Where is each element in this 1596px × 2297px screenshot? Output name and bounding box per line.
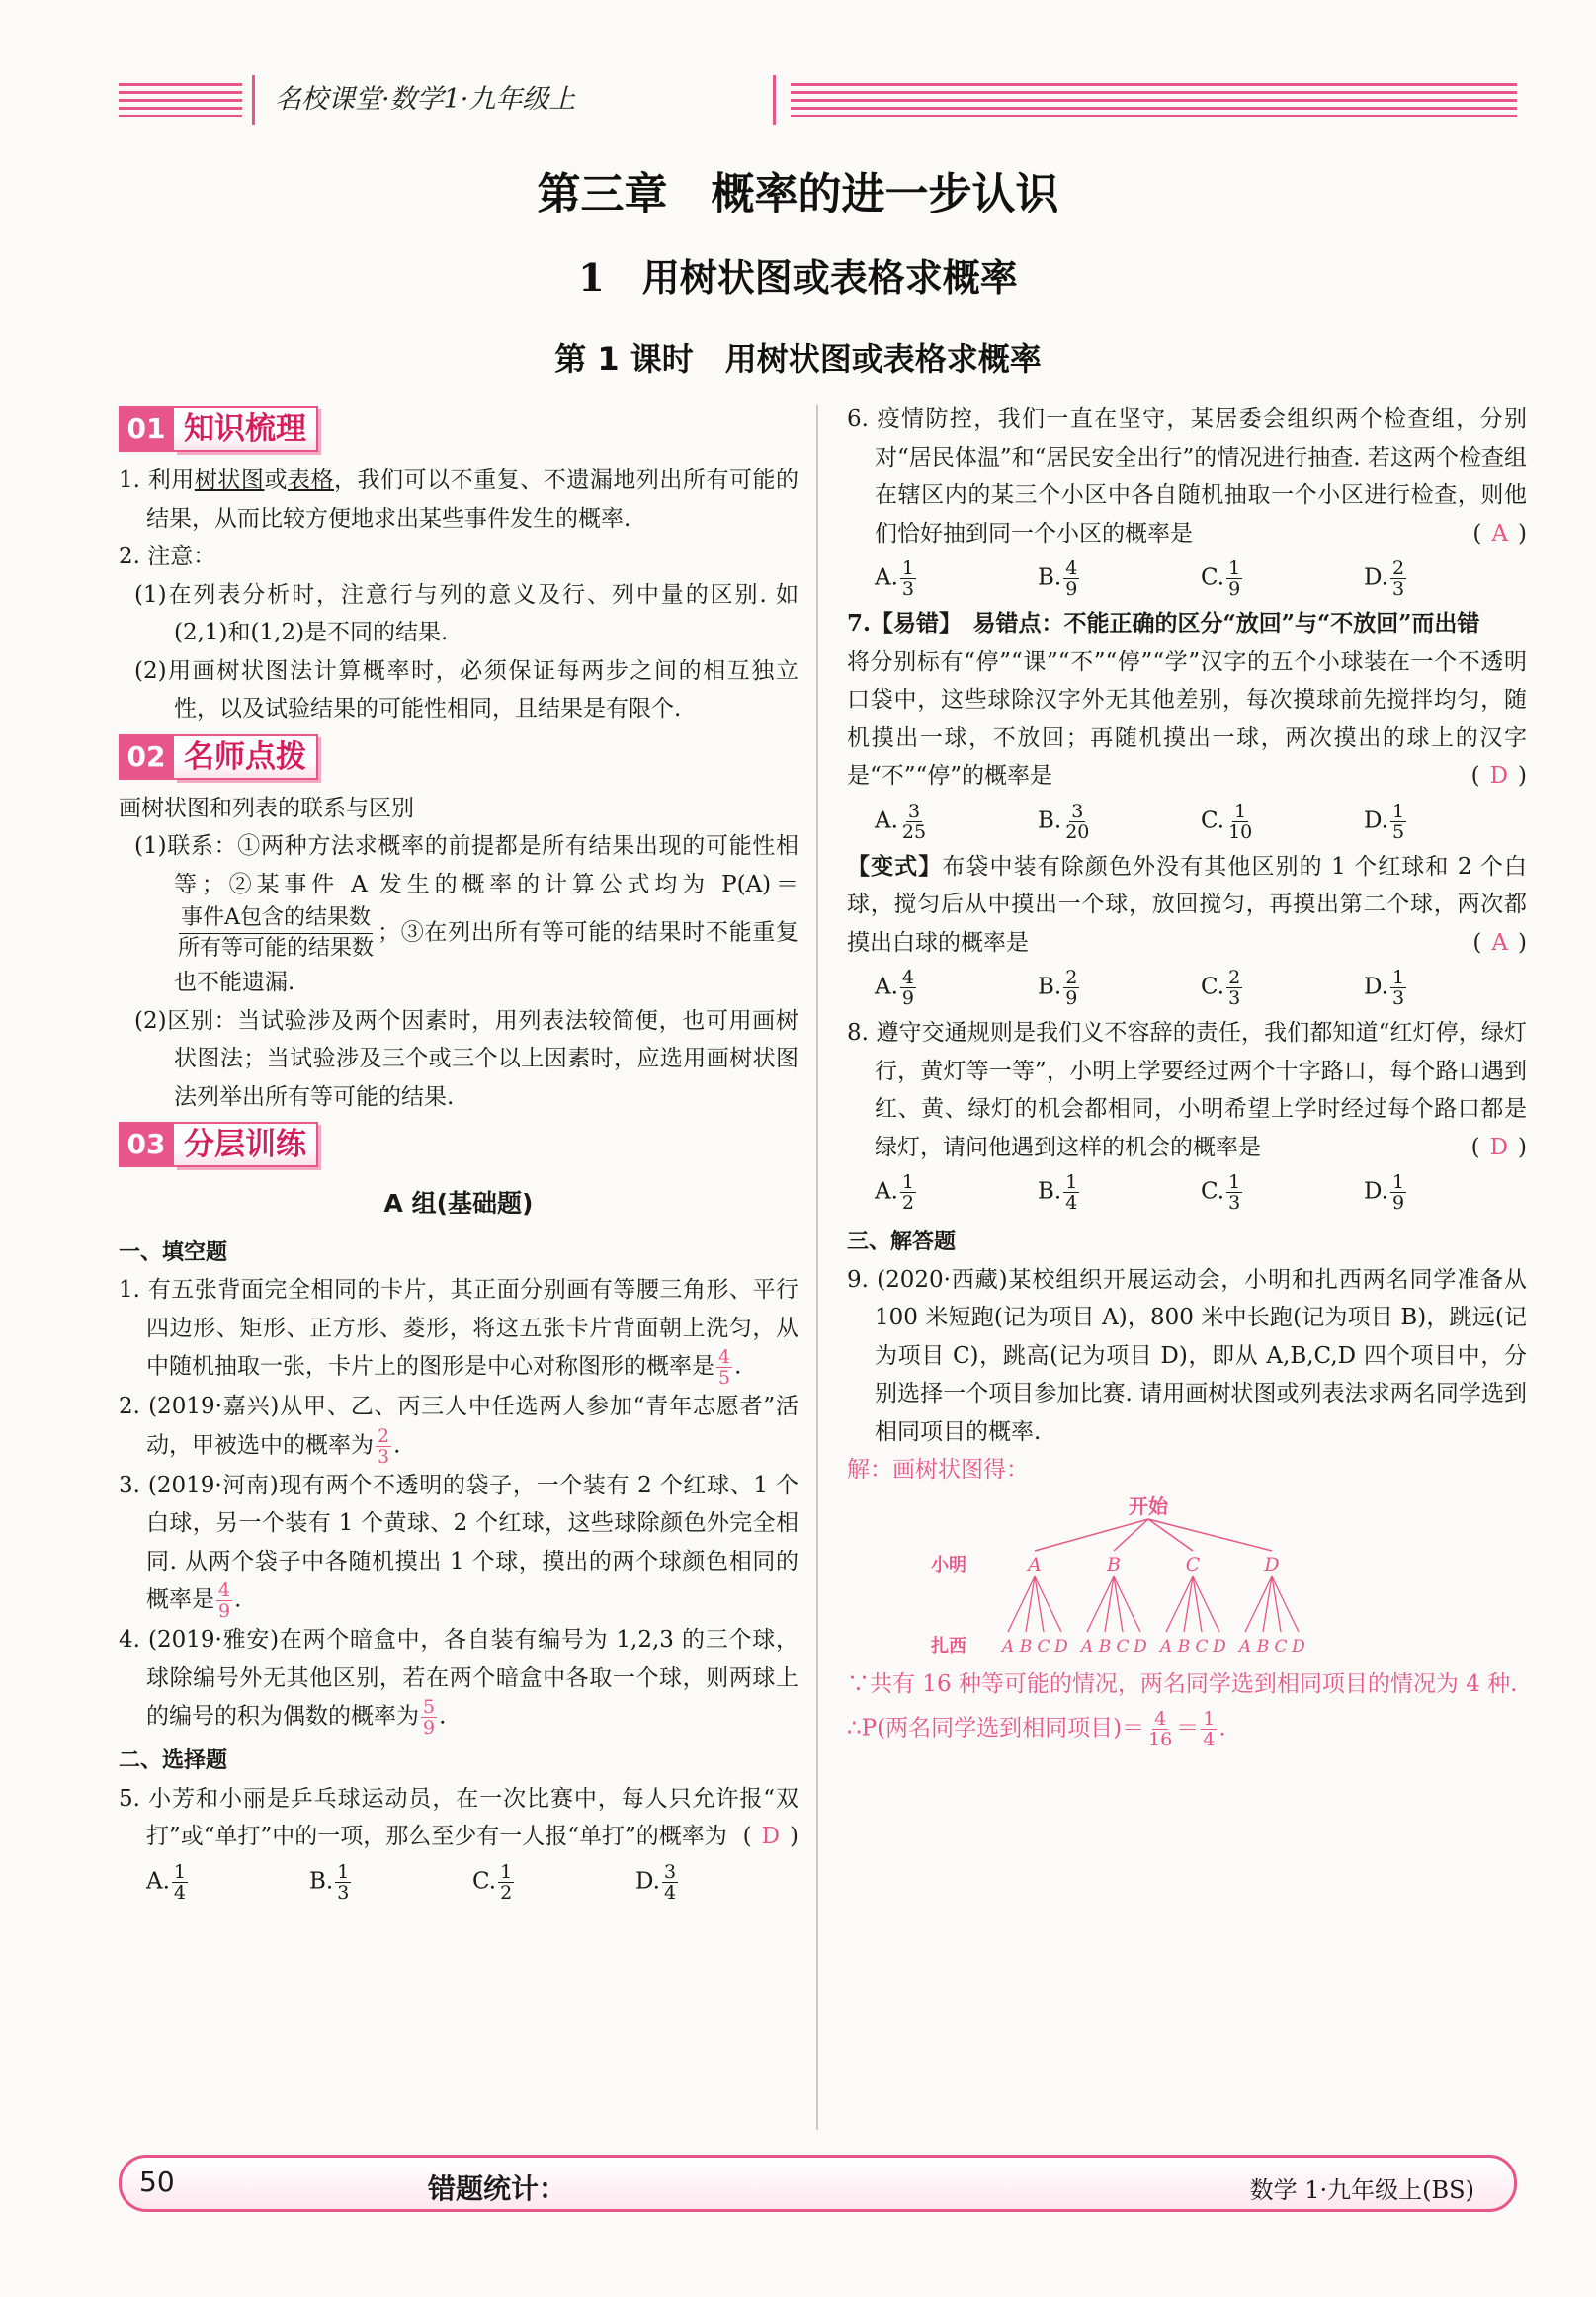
- tree-node-zhaxi: A: [1238, 1636, 1252, 1657]
- tree-node-zhaxi: D: [1054, 1636, 1068, 1657]
- question-8: 8. 遵守交通规则是我们义不容辞的责任，我们都知道“红灯停，绿灯行，黄灯等一等”，小明上学要经过两个十字路口，每个路口遇到红、黄、绿灯的机会都相同，小明希望上学时经过每个路口都是绿灯，请问他遇到这样的机会的概率是 ( D ): [847, 1014, 1527, 1166]
- question-4: 4. (2019·雅安)在两个暗盒中，各自装有编号为 1,2,3 的三个球，球除编号外无其他区别，若在两个暗盒中各取一个球，则两球上的编号的积为偶数的概率为 $\frac{5}{9}$ .: [119, 1627, 798, 1739]
- knowledge-point-2: 2. 注意：: [119, 544, 216, 569]
- tree-node-zhaxi: D: [1292, 1636, 1305, 1657]
- page-footer: [119, 2155, 1517, 2212]
- right-column: [847, 400, 1527, 1749]
- choice-a: A. $\frac{1}{3}$: [875, 557, 915, 600]
- solution-line-1: ∵共有 16 种等可能的情况，两名同学选到相同项目的情况为 4 种.: [847, 1670, 1518, 1697]
- choice-b: B. $\frac{2}{9}$: [1038, 967, 1078, 1009]
- answer-box: ( D ): [1470, 1134, 1527, 1160]
- page-header: [119, 69, 1517, 128]
- tree-root: 开始: [1129, 1493, 1168, 1518]
- tree-node-zhaxi: B: [1019, 1636, 1033, 1657]
- tree-node-zhaxi: C: [1116, 1636, 1130, 1657]
- answer-box: ( D ): [742, 1824, 798, 1849]
- section-choice: 二、选择题: [119, 1747, 228, 1773]
- tree-node-zhaxi: A: [1001, 1636, 1015, 1657]
- tree-node-zhaxi: B: [1256, 1636, 1270, 1657]
- choice-c: C. $\frac{2}{3}$: [1201, 967, 1241, 1009]
- tree-node-xiaoming: D: [1264, 1553, 1280, 1575]
- tree-node-xiaoming: C: [1185, 1553, 1201, 1575]
- tree-node-xiaoming: B: [1107, 1553, 1121, 1575]
- group-title: A 组(基础题): [383, 1189, 534, 1218]
- choice-d: D. $\frac{1}{9}$: [1364, 1171, 1405, 1214]
- knowledge-point-2-2: (2)用画树状图法计算概率时，必须保证每两步之间的相互独立性，以及试验结果的可能性相同，且结果是有限个.: [134, 657, 798, 722]
- tree-node-zhaxi: C: [1195, 1636, 1209, 1657]
- question-7: 将分别标有“停”“课”“不”“停”“学”汉字的五个小球装在一个不透明口袋中，这些球除汉字外无其他差别，每次摸球前先搅拌均匀，随机摸出一球，不放回；再随机摸出一球，两次摸出的球上的汉字是“不”“停”的概率是 ( D ): [847, 643, 1527, 796]
- question-7-variant-choices: [847, 962, 1527, 1014]
- series-title: 名校课堂·数学1·九年级上: [252, 75, 776, 125]
- choice-c: C. $\frac{1}{3}$: [1201, 1171, 1241, 1214]
- banner-label: 分层训练: [174, 1122, 318, 1167]
- knowledge-point-2-1: (1)在列表分析时，注意行与列的意义及行、列中量的区别. 如(2,1)和(1,2)是不同的结果.: [134, 581, 798, 645]
- tree-branch: [1148, 1519, 1272, 1551]
- choice-a: A. $\frac{3}{25}$: [875, 800, 927, 843]
- section-answer: 三、解答题: [847, 1229, 957, 1254]
- chapter-title: 第三章 概率的进一步认识: [537, 169, 1059, 219]
- tips-point-2: (2)区别：当试验涉及两个因素时，用列表法较简便，也可用画树状图法；当试验涉及三个或三个以上因素时，应选用画树状图法列举出所有等可能的结果.: [134, 1007, 798, 1110]
- tree-branch: [1148, 1519, 1193, 1551]
- tree-node-zhaxi: C: [1274, 1636, 1288, 1657]
- banner-knowledge: [119, 404, 798, 454]
- question-8-choices: [847, 1166, 1527, 1219]
- choice-d: D. $\frac{3}{4}$: [635, 1860, 677, 1904]
- choice-b: B. $\frac{4}{9}$: [1038, 557, 1078, 600]
- solution-intro: 解：画树状图得：: [847, 1457, 1029, 1483]
- question-1: 1. 有五张背面完全相同的卡片，其正面分别画有等腰三角形、平行四边形、矩形、正方形、菱形，将这五张卡片背面朝上洗匀，从中随机抽取一张，卡片上的图形是中心对称图形的概率是 $\frac{4}{5}$ .: [119, 1277, 798, 1389]
- answer-fraction: $\frac{5}{9}$: [423, 1696, 436, 1739]
- question-3: 3. (2019·河南)现有两个不透明的袋子，一个装有 2 个红球、1 个白球，另一个装有 1 个黄球、2 个红球，这些球除颜色外完全相同. 从两个袋子中各随机摸出 1 个球，摸出的两个球颜色相同的概率是 $\frac{4}{9}$ .: [119, 1472, 798, 1622]
- question-6: 6. 疫情防控，我们一直在坚守，某居委会组织两个检查组，分别对“居民体温”和“居民安全出行”的情况进行抽查. 若这两个检查组在辖区内的某三个小区中各自随机抽取一个小区进行检查，则他们恰好抽到同一个小区的概率是 ( A ): [847, 400, 1527, 553]
- tree-node-zhaxi: A: [1159, 1636, 1173, 1657]
- question-2: 2. (2019·嘉兴)从甲、乙、丙三人中任选两人参加“青年志愿者”活动，甲被选中的概率为 $\frac{2}{3}$ .: [119, 1394, 798, 1468]
- tree-node-zhaxi: A: [1080, 1636, 1094, 1657]
- choice-b: B. $\frac{3}{20}$: [1038, 800, 1090, 843]
- banner-tips: [119, 732, 798, 782]
- choice-a: A. $\frac{1}{2}$: [875, 1171, 915, 1214]
- choice-d: D. $\frac{2}{3}$: [1364, 557, 1405, 600]
- choice-c: C. $\frac{1}{9}$: [1201, 557, 1241, 600]
- answer-fraction: $\frac{2}{3}$: [378, 1424, 390, 1468]
- banner-practice: [119, 1120, 798, 1169]
- solution-line-2: ∴P(两名同学选到相同项目)＝ $\frac{4}{16}$ ＝ $\frac{1}{4}$ .: [847, 1708, 1226, 1750]
- choice-b: B. $\frac{1}{3}$: [309, 1860, 350, 1904]
- banner-label: 知识梳理: [174, 406, 318, 452]
- choice-b: B. $\frac{1}{4}$: [1038, 1171, 1078, 1214]
- answer-box: ( A ): [1472, 520, 1527, 547]
- tree-level1-label: 小明: [931, 1554, 966, 1575]
- tree-node-zhaxi: D: [1134, 1636, 1147, 1657]
- question-6-choices: [847, 553, 1527, 605]
- tree-node-zhaxi: D: [1213, 1636, 1226, 1657]
- banner-label: 名师点拨: [174, 734, 318, 780]
- header-rule-left: [119, 83, 242, 117]
- tree-level2-label: 扎西: [931, 1635, 966, 1657]
- header-rule-right: [791, 83, 1517, 117]
- column-divider: [816, 405, 818, 2130]
- book-label: 数学 1·九年级上(BS): [1249, 2176, 1474, 2204]
- choice-d: D. $\frac{1}{3}$: [1364, 967, 1405, 1009]
- page-number: 50: [139, 2166, 175, 2198]
- knowledge-point-1: 1. 利用树状图或表格，我们可以不重复、不遗漏地列出所有可能的结果，从而比较方便地求出某些事件发生的概率.: [119, 468, 799, 532]
- choice-a: A. $\frac{1}{4}$: [146, 1860, 187, 1904]
- question-7-head: 7.【易错】 易错点：不能正确的区分“放回”与“不放回”而出错: [847, 610, 1480, 637]
- choice-c: C. $\frac{1}{2}$: [472, 1860, 513, 1904]
- tips-point-1: (1)联系：①两种方法求概率的前提都是所有结果出现的可能性相等；②某事件 A 发生的概率的计算公式均为 P(A)＝ $\frac{\text{事件A包含的结果数}}{\text{所有等可能的结果数}}$ ；③在列出所有等可能的结果时不能重复也不能遗漏.: [134, 833, 798, 995]
- question-5-choices: [119, 1856, 798, 1909]
- tree-node-zhaxi: B: [1177, 1636, 1191, 1657]
- tree-diagram: [926, 1493, 1361, 1661]
- banner-number: 01: [119, 406, 174, 452]
- choice-c: C. $\frac{1}{10}$: [1201, 800, 1253, 843]
- error-stats-label: 错题统计：: [428, 2172, 567, 2205]
- section-title: 1 用树状图或表格求概率: [578, 255, 1018, 299]
- answer-fraction: $\frac{4}{5}$: [718, 1346, 731, 1389]
- answer-box: ( A ): [1472, 929, 1527, 956]
- tips-intro: 画树状图和列表的联系与区别: [119, 795, 414, 821]
- left-column: [119, 400, 798, 1909]
- question-7-choices: [847, 796, 1527, 848]
- section-fill-blank: 一、填空题: [119, 1238, 228, 1265]
- question-9: 9. (2020·西藏)某校组织开展运动会，小明和扎西两名同学准备从 100 米短跑(记为项目 A)，800 米中长跑(记为项目 B)，跳远(记为项目 C)，跳高(记为项目 D)，即从 A,B,C,D 四个项目中，分别选择一个项目参加比赛. 请用画树状图或列表法求两名同学选到相同项目的概率.: [847, 1266, 1527, 1445]
- tree-node-zhaxi: C: [1037, 1636, 1050, 1657]
- banner-number: 02: [119, 734, 174, 780]
- answer-fraction: $\frac{4}{9}$: [218, 1579, 231, 1622]
- question-5: 5. 小芳和小丽是乒乓球运动员，在一次比赛中，每人只允许报“双打”或“单打”中的一项，那么至少有一人报“单打”的概率为 ( D ): [119, 1780, 798, 1856]
- choice-d: D. $\frac{1}{5}$: [1364, 800, 1405, 843]
- lesson-title: 第 1 课时 用树状图或表格求概率: [554, 340, 1042, 378]
- tree-node-zhaxi: B: [1098, 1636, 1112, 1657]
- tree-node-xiaoming: A: [1028, 1553, 1042, 1575]
- banner-number: 03: [119, 1122, 174, 1167]
- question-7-variant: 【变式】布袋中装有除颜色外没有其他区别的 1 个红球和 2 个白球，搅匀后从中摸出一个球，放回搅匀，再摸出第二个球，两次都摸出白球的概率是 ( A ): [847, 848, 1527, 963]
- choice-a: A. $\frac{4}{9}$: [875, 967, 915, 1009]
- answer-box: ( D ): [1470, 763, 1527, 789]
